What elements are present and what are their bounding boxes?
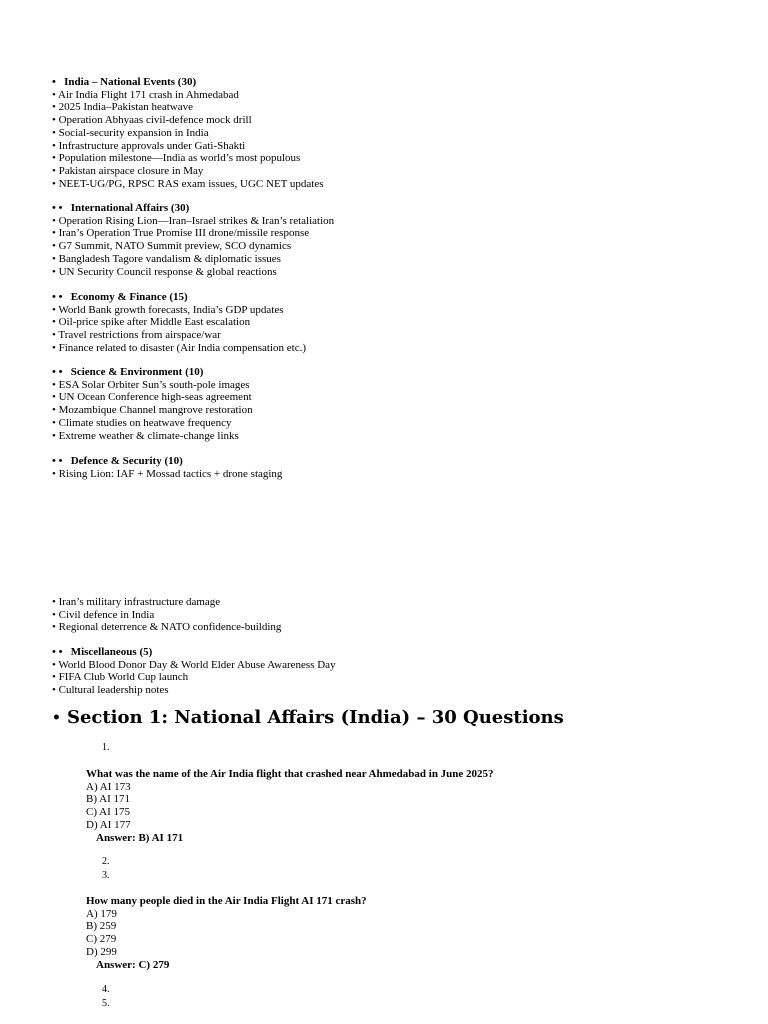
question-option: A) AI 173: [86, 780, 131, 793]
list-item: • Finance related to disaster (Air India compensation etc.): [52, 341, 307, 354]
outline-continued-list: [52, 596, 752, 634]
question-option: B) AI 171: [86, 793, 130, 806]
section-heading: • • Economy & Finance (15): [52, 291, 188, 303]
list-item: • UN Security Council response & global reactions: [52, 265, 277, 278]
list-number: 2.: [102, 856, 110, 867]
list-item: • Regional deterrence & NATO confidence-building: [52, 621, 282, 634]
list-item: • Travel restrictions from airspace/war: [52, 329, 221, 342]
section-heading: • India – National Events (30): [52, 76, 197, 88]
list-item: • Extreme weather & climate-change links: [52, 429, 239, 442]
list-item: • Oil-price spike after Middle East escalation: [52, 316, 251, 329]
list-item: • ESA Solar Orbiter Sun’s south-pole images: [52, 378, 250, 391]
question-option: D) AI 177: [86, 818, 131, 831]
question-answer: Answer: C) 279: [96, 958, 170, 971]
list-number: 4.: [102, 984, 110, 995]
question-option: C) 279: [86, 933, 117, 946]
list-item: • Operation Rising Lion—Iran–Israel strikes & Iran’s retaliation: [52, 214, 335, 227]
list-item: • Infrastructure approvals under Gati-Shakti: [52, 139, 246, 152]
list-number: 1.: [102, 742, 110, 753]
list-item: • 2025 India–Pakistan heatwave: [52, 101, 194, 114]
outline-section-misc: [52, 646, 752, 697]
list-item: • Civil defence in India: [52, 608, 155, 621]
section-heading: • • Miscellaneous (5): [52, 646, 153, 658]
section-heading: • • Science & Environment (10): [52, 366, 204, 378]
list-item: • World Bank growth forecasts, India’s GDP updates: [52, 303, 284, 316]
section-bullet: •: [52, 710, 61, 726]
section-heading: • • Defence & Security (10): [52, 455, 183, 467]
list-item: • Social-security expansion in India: [52, 126, 209, 139]
list-item: • NEET-UG/PG, RPSC RAS exam issues, UGC NET updates: [52, 177, 324, 190]
section-title-text: Section 1: National Affairs (India) – 30 Questions: [66, 707, 564, 728]
outline-section-science: [52, 366, 752, 442]
list-item: • Bangladesh Tagore vandalism & diplomatic issues: [52, 252, 281, 265]
outline-section-defence: [52, 455, 752, 480]
question-option: D) 299: [86, 945, 117, 958]
section-title: [52, 706, 564, 731]
list-item: • Pakistan airspace closure in May: [52, 164, 204, 177]
list-item: • Rising Lion: IAF + Mossad tactics + drone staging: [52, 467, 283, 480]
question-2: [86, 895, 746, 971]
outline-section-international: [52, 202, 752, 278]
list-item: • G7 Summit, NATO Summit preview, SCO dynamics: [52, 240, 292, 253]
list-item: • Iran’s Operation True Promise III drone/missile response: [52, 227, 310, 240]
list-number: 5.: [102, 998, 110, 1009]
list-item: • Mozambique Channel mangrove restoration: [52, 404, 253, 417]
question-answer: Answer: B) AI 171: [96, 831, 184, 844]
question-1: [86, 768, 746, 844]
list-item: • Iran’s military infrastructure damage: [52, 596, 221, 608]
list-item: • Cultural leadership notes: [52, 684, 169, 697]
list-item: • World Blood Donor Day & World Elder Abuse Awareness Day: [52, 658, 336, 671]
list-item: • FIFA Club World Cup launch: [52, 671, 189, 684]
outline-section-economy: [52, 291, 752, 355]
question-option: C) AI 175: [86, 806, 130, 819]
list-item: • Operation Abhyaas civil-defence mock drill: [52, 114, 252, 127]
section-heading: • • International Affairs (30): [52, 202, 190, 214]
list-item: • Population milestone—India as world’s most populous: [52, 152, 301, 165]
outline-section-india: [52, 76, 752, 190]
list-number: 3.: [102, 870, 110, 881]
question-option: A) 179: [86, 907, 117, 920]
question-text: How many people died in the Air India Flight AI 171 crash?: [86, 895, 367, 907]
question-option: B) 259: [86, 920, 117, 933]
question-text: What was the name of the Air India flight that crashed near Ahmedabad in June 2025?: [86, 768, 494, 780]
list-item: • Air India Flight 171 crash in Ahmedabad: [52, 88, 239, 101]
list-item: • UN Ocean Conference high-seas agreement: [52, 391, 252, 404]
list-item: • Climate studies on heatwave frequency: [52, 416, 232, 429]
